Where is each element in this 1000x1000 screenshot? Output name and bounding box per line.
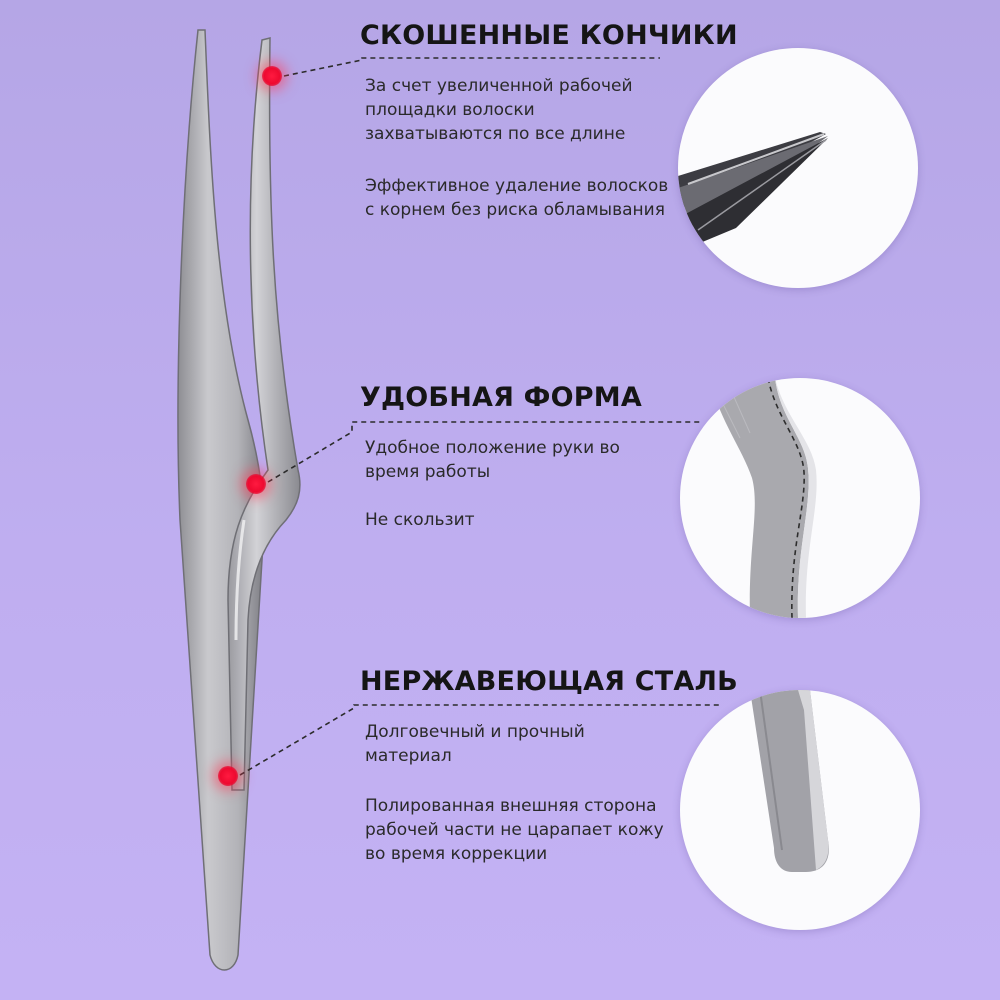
- tweezer-bend-closeup-icon: [680, 378, 920, 618]
- feature-paragraph: За счет увеличенной рабочей площадки волоски захватываются по все длине: [365, 76, 633, 144]
- feature-paragraph: Долговечный и прочный материал: [365, 722, 585, 766]
- steel-marker: [218, 766, 238, 786]
- feature-paragraph: Удобное положение руки во время работы: [365, 438, 620, 482]
- feature-paragraph: Полированная внешняя сторона рабочей части не царапает кожу во время коррекции: [365, 796, 664, 864]
- tips-marker: [262, 66, 282, 86]
- feature-paragraph: Эффективное удаление волосков с корнем без риска обламывания: [365, 176, 669, 220]
- shape-marker: [246, 474, 266, 494]
- feature-heading: УДОБНАЯ ФОРМА: [360, 382, 642, 413]
- tweezer-tips-closeup-icon: [678, 48, 918, 288]
- connector-line: [268, 422, 700, 482]
- connector-line: [284, 58, 660, 76]
- connector-line: [240, 705, 720, 775]
- feature-heading: СКОШЕННЫЕ КОНЧИКИ: [360, 20, 738, 51]
- tweezer-end-closeup-icon: [680, 690, 920, 930]
- feature-heading: НЕРЖАВЕЮЩАЯ СТАЛЬ: [360, 666, 738, 697]
- feature-paragraph: Не скользит: [365, 510, 475, 530]
